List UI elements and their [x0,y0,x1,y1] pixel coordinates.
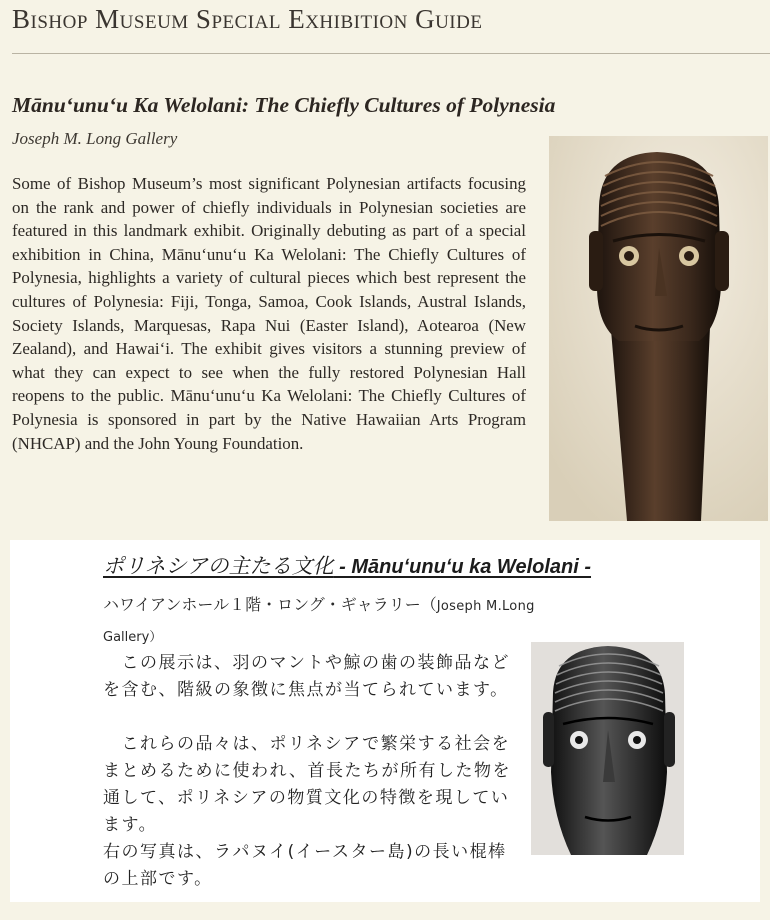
japanese-paragraph-1: この展示は、羽のマントや鯨の歯の装飾品などを含む、階級の象徴に焦点が当てられています。 [103,653,510,700]
japanese-title-ja: ポリネシアの主たる文化 [103,554,334,578]
japanese-title [103,550,591,580]
japanese-paragraph-2: これらの品々は、ポリネシアで繁栄する社会をまとめるために使われ、首長たちが所有した物を通して、ポリネシアの物質文化の特徴を現しています。 [103,734,512,835]
exhibit-title: Mānuʻunuʻu Ka Welolani: The Chiefly Cultures of Polynesia [12,93,556,117]
japanese-location [103,592,535,615]
artifact-photo [549,136,768,521]
header-divider [12,53,770,54]
exhibit-description: Some of Bishop Museum’s most significant Polynesian artifacts focusing on the rank and power of chiefly individuals in Polynesian societies are featured in this landmark exhibit. Originally debuting as part of a special exhibition in China, Mānuʻunuʻu Ka Welolani: The Chiefly Cultures of Polynesia, highlights a variety of cultural pieces which best represent the cultures of Polynesia: Fiji, Tonga, Samoa, Cook Islands, Austral Islands, Society Islands, Marquesas, Rapa Nui (Easter Island), Aotearoa (New Zealand), and Hawaiʻi. The exhibit gives visitors a stunning preview of what they can expect to see when the fully restored Polynesian Hall reopens to the public. Mānuʻunuʻu Ka Welolani: The Chiefly Cultures of Polynesia is sponsored in part by the Native Hawaiian Arts Program (NHCAP) and the John Young Foundation. [12,174,526,453]
japanese-location-en: Joseph M.Long [436,599,535,614]
japanese-location-line2: Gallery） [103,630,163,645]
carved-staff-image [549,136,768,521]
japanese-title-en: - Mānuʻunuʻu ka Welolani - [333,556,592,578]
artifact-photo-bw [531,642,684,855]
header-title: Bishop Museum Special Exhibition Guide [12,4,483,34]
japanese-location-ja: ハワイアンホール１階・ロング・ギャラリー（ [103,595,437,614]
japanese-paragraph-3: 右の写真は、ラパヌイ(イースター島)の長い棍棒の上部です。 [103,842,507,889]
page-header [12,4,482,35]
exhibit-gallery: Joseph M. Long Gallery [12,129,178,148]
carved-staff-image-bw [531,642,684,855]
